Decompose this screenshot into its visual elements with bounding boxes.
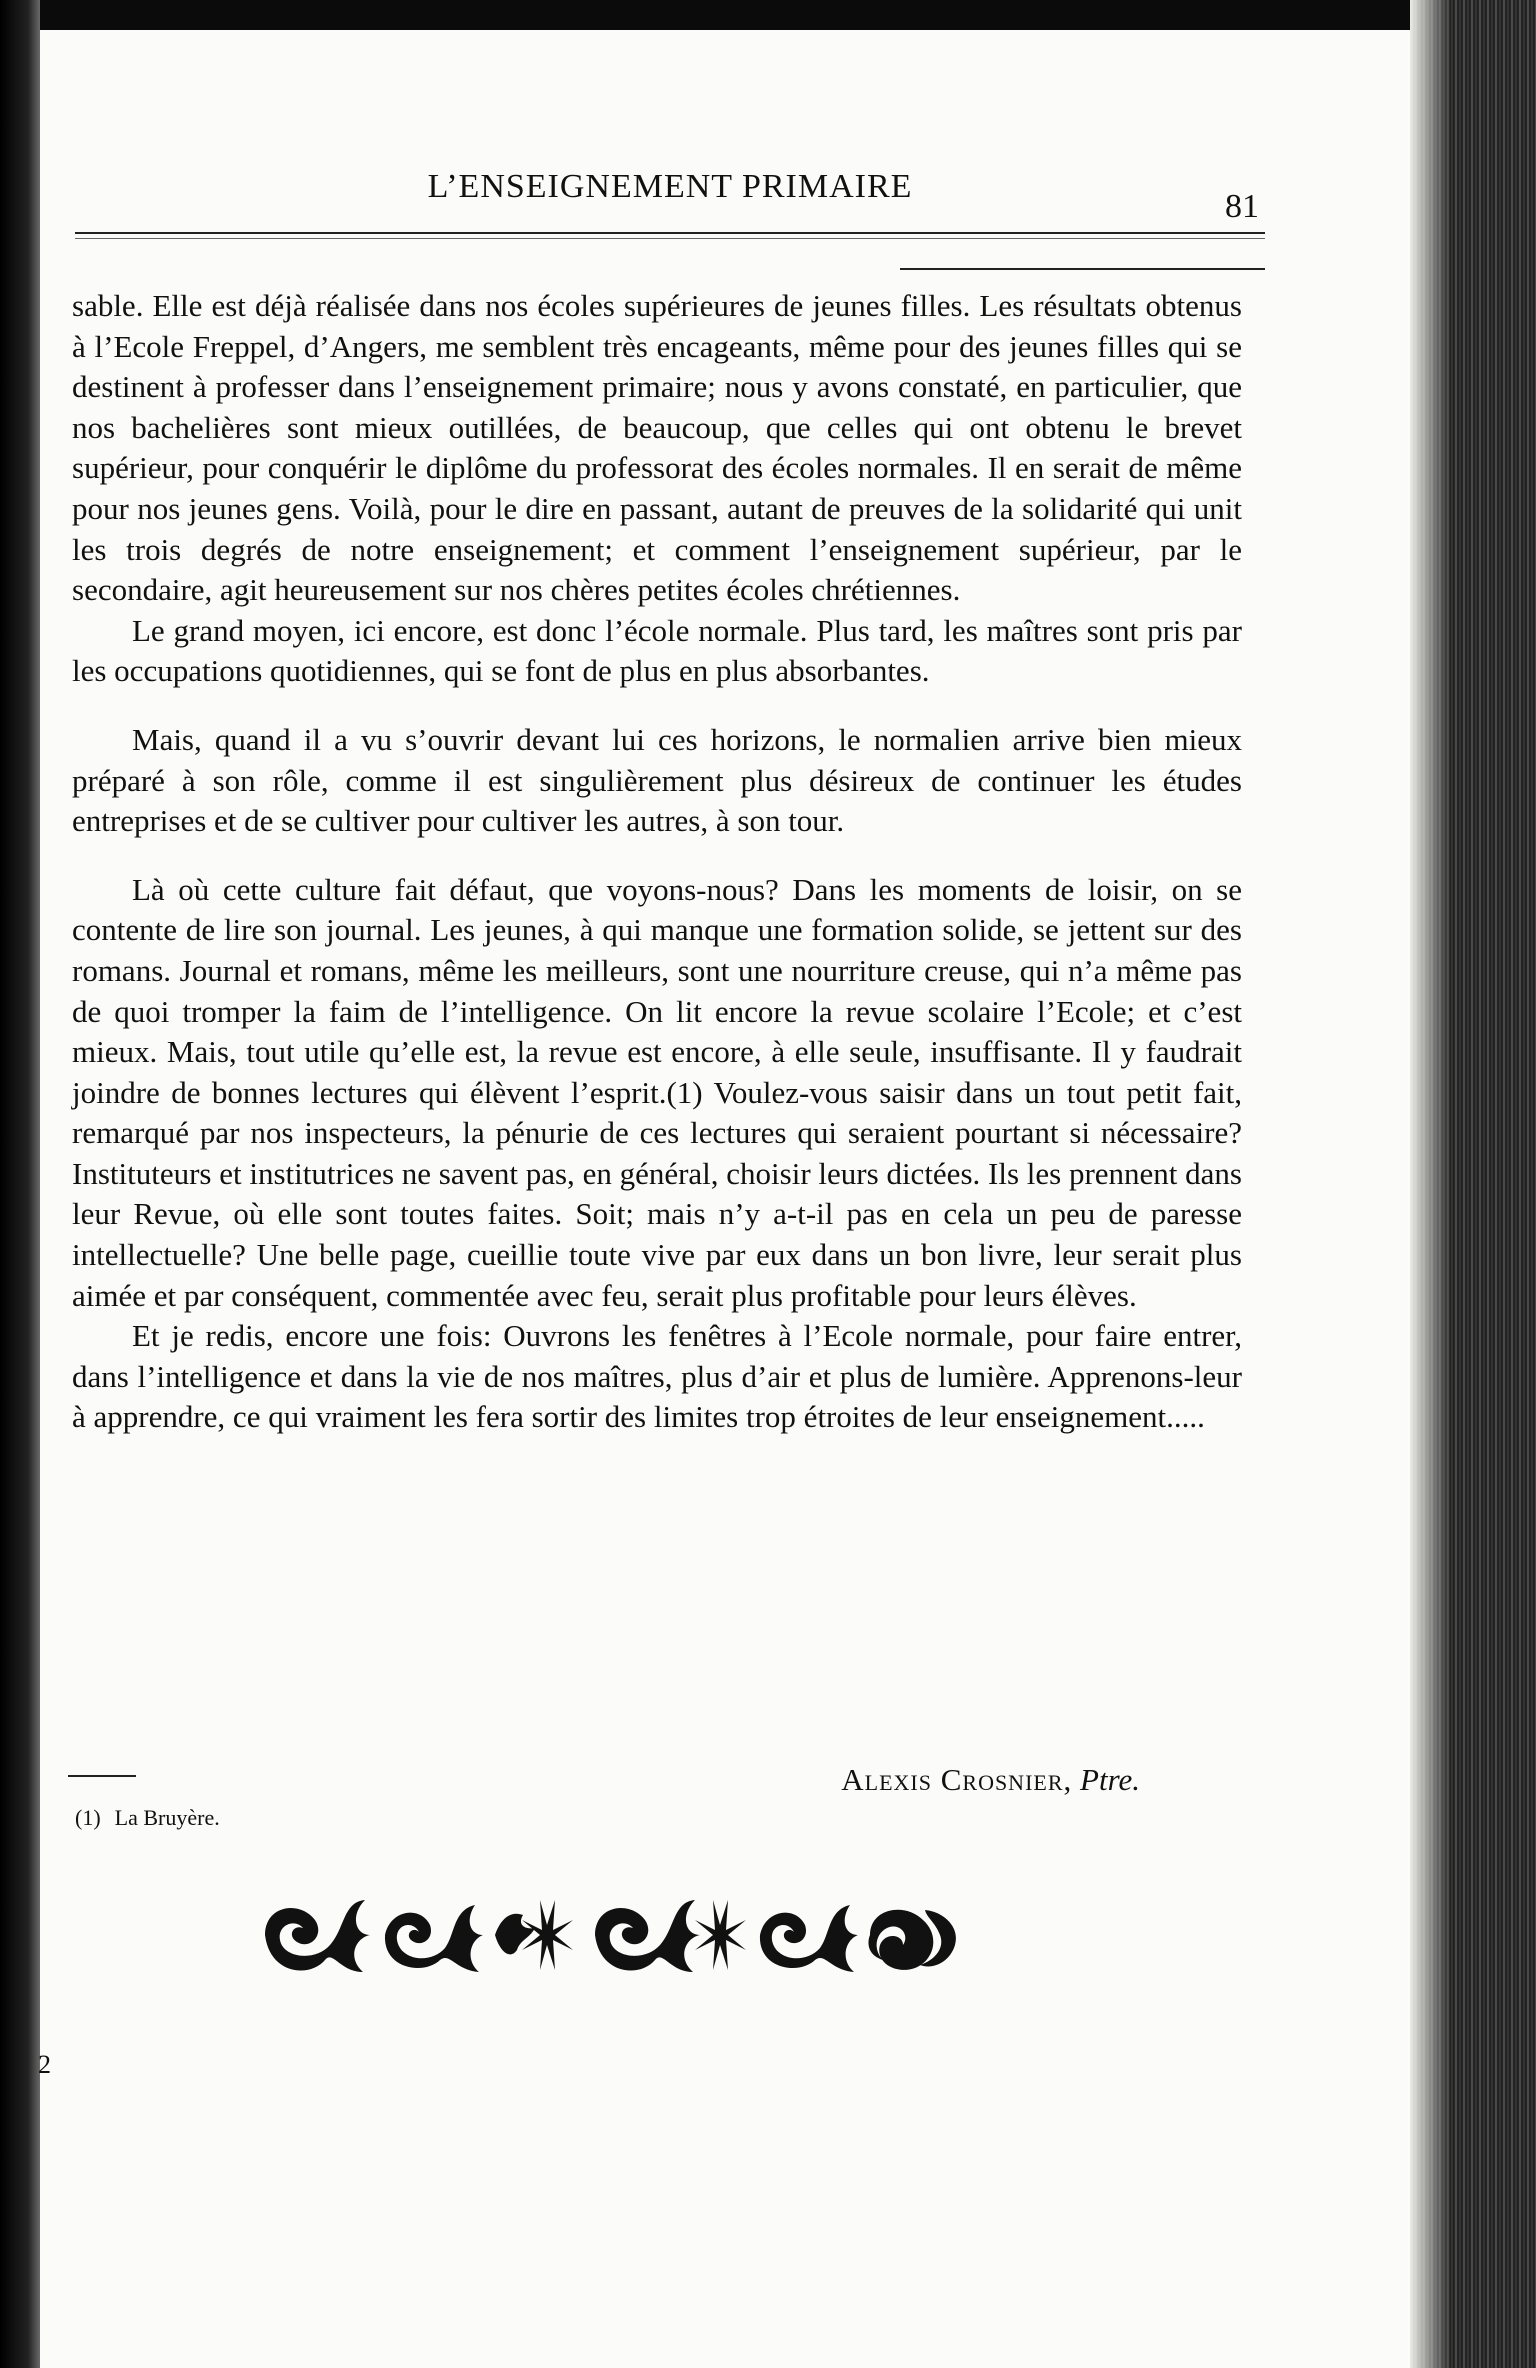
body-text (72, 286, 1242, 1438)
author-signature (760, 1762, 1140, 1798)
paragraph-3: Mais, quand il a vu s’ouvrir devant lui ces horizons, le normalien arrive bien mieux préparé à son rôle, comme il est singulièrement plus désireux de continuer les études entreprises et de se cultiver pour cultiver les autres, à son tour. (72, 721, 1242, 839)
footnote-marker: (1) (75, 1805, 101, 1830)
left-page-edge (0, 0, 40, 2368)
header-rule-thin (75, 238, 1265, 239)
paragraph-5: Et je redis, encore une fois: Ouvrons les fenêtres à l’Ecole normale, pour faire entrer, dans l’intelligence et dans la vie de nos maîtres, plus d’air et plus de lumière. Apprenons-leur à apprendre, ce qui vraiment les fera sortir des limites trop étroites de leur enseignement..... (72, 1318, 1242, 1435)
right-book-edge (1410, 0, 1536, 2368)
footnote-text: La Bruyère. (114, 1805, 220, 1830)
paragraph-1: sable. Elle est déjà réalisée dans nos écoles supérieures de jeunes filles. Les résultats obtenus à l’Ecole Freppel, d’Angers, me semblent très encageants, même pour des jeunes filles qui se destinent à professer dans l’enseignement primaire; nous y avons constaté, en particulier, que nos bachelières sont mieux outillées, de beaucoup, que celles qui ont obtenu le brevet supérieur, pour conquérir le diplôme du professorat des écoles normales. Il en serait de même pour nos jeunes gens. Voilà, pour le dire en passant, autant de preuves de la solidarité qui unit les trois degrés de notre enseignement; et comment l’enseignement supérieur, par le secondaire, agit heureusement sur nos chères petites écoles chrétiennes. (72, 288, 1242, 608)
paragraph-4: Là où cette culture fait défaut, que voyons-nous? Dans les moments de loisir, on se contente de lire son journal. Les jeunes, à qui manque une formation solide, se jettent sur des romans. Journal et romans, même les meilleurs, sont une nourriture creuse, qui n’a même pas de quoi tromper la faim de l’intelligence. On lit encore la revue scolaire l’Ecole; et c’est mieux. Mais, tout utile qu’elle est, la revue est encore, à elle seule, insuffisante. Il y faudrait joindre de bonnes lectures qui élèvent l’esprit.(1) Voulez-vous saisir dans un tout petit fait, remarqué par nos inspecteurs, la pénurie de ces lectures qui seraient pourtant si nécessaire? Instituteurs et institutrices ne savent pas, en général, choisir leurs dictées. Ils les prennent dans leur Revue, où elle sont toutes faites. Soit; mais n’y a-t-il pas en cela un peu de paresse intellectuelle? Une belle page, cueillie toute vive par eux dans un bon livre, leur serait plus aimée et par conséquent, commentée avec feu, serait plus profitable pour leurs élèves. (72, 871, 1242, 1313)
author-name: Alexis Crosnier, (841, 1762, 1073, 1797)
running-head: L’ENSEIGNEMENT PRIMAIRE (427, 168, 913, 205)
header-rule (75, 232, 1265, 234)
author-title: Ptre. (1080, 1762, 1140, 1797)
floral-ornament-icon (255, 1890, 965, 1980)
paragraph-2: Le grand moyen, ici encore, est donc l’école normale. Plus tard, les maîtres sont pris par les occupations quotidiennes, qui se font de plus en plus absorbantes. (72, 612, 1242, 689)
footnote (75, 1805, 220, 1831)
signature-mark: 2 (38, 2050, 51, 2079)
footnote-rule (68, 1775, 136, 1777)
header-rule-short (900, 268, 1265, 270)
page-number: 81 (1225, 188, 1259, 225)
